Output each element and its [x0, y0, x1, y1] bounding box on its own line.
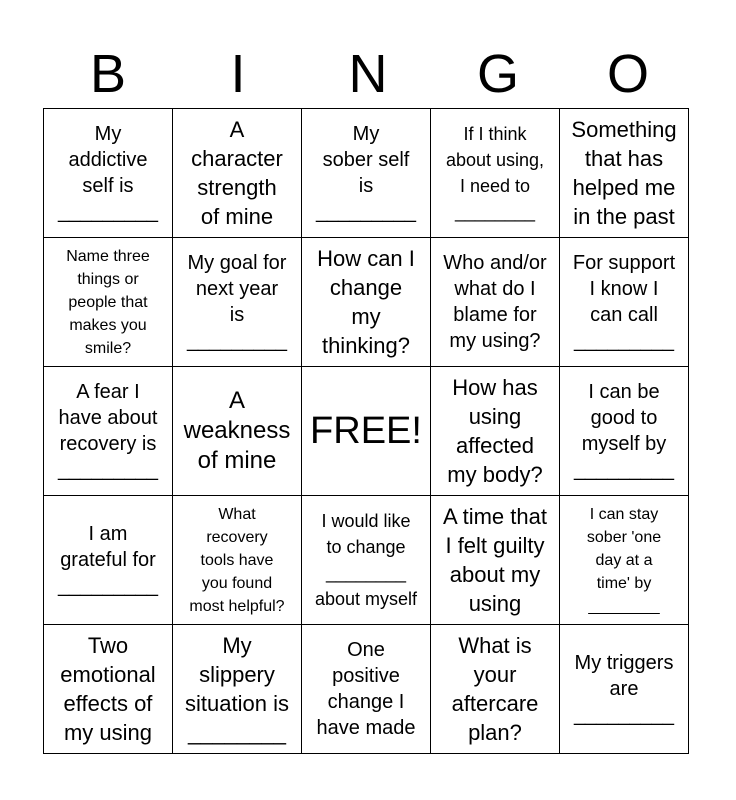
bingo-cell[interactable]: [302, 625, 431, 754]
bingo-cell-text: I can be good to myself by _________: [573, 381, 675, 481]
header-letter-n: N: [348, 44, 388, 104]
bingo-cell-text: A weakness of mine: [183, 387, 291, 474]
bingo-cell[interactable]: [44, 238, 173, 367]
bingo-cell-text: My addictive self is _________: [57, 123, 159, 223]
header-letter-i: I: [230, 44, 246, 104]
bingo-cell[interactable]: [44, 109, 173, 238]
bingo-cell[interactable]: [173, 496, 302, 625]
bingo-cell-text: What recovery tools have you found most helpful?: [189, 505, 285, 615]
bingo-cell-text: A character strength of mine: [191, 117, 283, 229]
bingo-cell-text: I would like to change ________ about myself: [314, 511, 418, 609]
bingo-cell[interactable]: [431, 496, 560, 625]
bingo-cell[interactable]: [560, 109, 689, 238]
bingo-cell-text: For support I know I can call _________: [572, 252, 676, 352]
bingo-cell[interactable]: [431, 109, 560, 238]
bingo-cell[interactable]: [431, 238, 560, 367]
bingo-cell[interactable]: [560, 367, 689, 496]
bingo-cell[interactable]: [173, 367, 302, 496]
bingo-card-grid: [43, 108, 689, 754]
bingo-cell-text: My triggers are _________: [573, 652, 675, 726]
bingo-cell[interactable]: [302, 109, 431, 238]
bingo-cell[interactable]: [173, 625, 302, 754]
bingo-row: [44, 109, 689, 238]
header-letter-o: O: [606, 44, 649, 104]
bingo-cell-text: One positive change I have made: [316, 639, 416, 739]
bingo-cell-text: My goal for next year is _________: [186, 252, 288, 352]
bingo-row: [44, 496, 689, 625]
bingo-cell-text: My slippery situation is ________: [185, 633, 289, 745]
bingo-row: [44, 367, 689, 496]
bingo-cell-text: A time that I felt guilty about my using: [443, 504, 547, 616]
bingo-cell[interactable]: [44, 367, 173, 496]
bingo-cell-text: Two emotional effects of my using: [60, 633, 156, 745]
bingo-cell[interactable]: [431, 367, 560, 496]
bingo-cell-text: Name three things or people that makes you smile?: [66, 247, 150, 357]
bingo-cell[interactable]: [302, 496, 431, 625]
bingo-cell-text: Something that has helped me in the past: [571, 117, 677, 229]
bingo-cell-text: I can stay sober 'one day at a time' by ________: [586, 505, 662, 615]
bingo-cell[interactable]: [560, 496, 689, 625]
bingo-cell[interactable]: [431, 625, 560, 754]
bingo-cell-text: I am grateful for _________: [57, 523, 159, 597]
bingo-cell-text: How can I change my thinking?: [317, 246, 415, 358]
bingo-cell[interactable]: [560, 238, 689, 367]
bingo-cell[interactable]: [44, 496, 173, 625]
bingo-cell[interactable]: [560, 625, 689, 754]
bingo-cell-text: What is your aftercare plan?: [451, 633, 539, 745]
bingo-cell[interactable]: [302, 238, 431, 367]
bingo-cell-text: Who and/or what do I blame for my using?: [443, 252, 547, 352]
header-letter-b: B: [89, 44, 127, 104]
bingo-cell-text: A fear I have about recovery is _________: [57, 381, 159, 481]
header-letter-g: G: [476, 44, 519, 104]
free-space-label: FREE!: [310, 410, 422, 452]
bingo-row: [44, 238, 689, 367]
bingo-cell[interactable]: [173, 238, 302, 367]
bingo-cell-text: If I think about using, I need to ________: [445, 124, 545, 222]
bingo-cell[interactable]: [44, 625, 173, 754]
free-space-cell[interactable]: [302, 367, 431, 496]
bingo-cell-text: How has using affected my body?: [447, 375, 543, 487]
bingo-row: [44, 625, 689, 754]
bingo-cell-text: My sober self is _________: [315, 123, 417, 223]
bingo-cell[interactable]: [173, 109, 302, 238]
bingo-header: [43, 40, 693, 108]
